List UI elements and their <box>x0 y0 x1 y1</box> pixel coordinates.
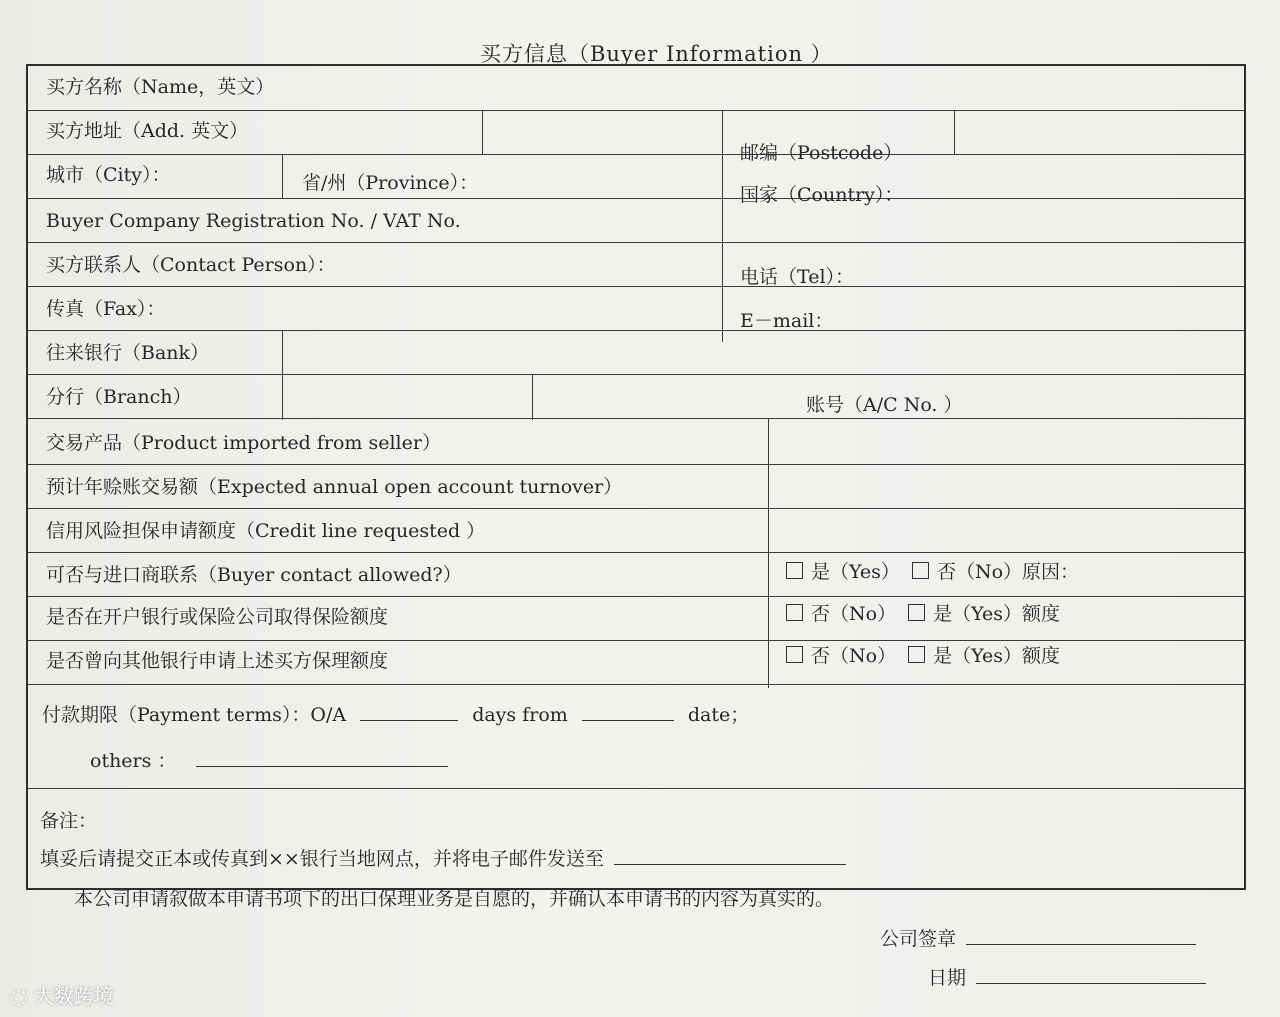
other-factoring-no-checkbox[interactable] <box>786 646 803 663</box>
other-factoring-yes-label: 是（Yes）额度 <box>933 645 1061 667</box>
row-divider <box>28 464 1244 465</box>
watermark-logo <box>10 980 114 1009</box>
postcode-label: 邮编（Postcode） <box>740 142 903 164</box>
days-from-blank[interactable] <box>582 719 674 721</box>
others-label: others ： <box>90 750 177 772</box>
fax-label: 传真（Fax）： <box>46 298 166 320</box>
col-divider <box>482 110 483 154</box>
insurance-label: 是否在开户银行或保险公司取得保险额度 <box>46 606 389 628</box>
other-factoring-no-label: 否（No） <box>811 645 897 667</box>
row-divider <box>28 110 1244 111</box>
tel-label: 电话（Tel）： <box>740 266 855 288</box>
email-address-blank[interactable] <box>614 863 846 865</box>
contact-person-label: 买方联系人（Contact Person）： <box>46 254 336 276</box>
others-blank[interactable] <box>196 765 448 767</box>
insurance-yes-checkbox[interactable] <box>908 604 925 621</box>
payment-terms-row <box>42 706 749 725</box>
account-no-label: 账号（A/C No. ） <box>806 394 963 416</box>
insurance-options <box>786 604 1060 624</box>
buyer-address-label: 买方地址（Add. 英文） <box>46 120 249 142</box>
turnover-label: 预计年赊账交易额（Expected annual open account turnover） <box>46 476 623 498</box>
contact-allowed-no-checkbox[interactable] <box>912 562 929 579</box>
form-title: 买方信息（Buyer Information ） <box>480 42 833 66</box>
col-divider <box>532 374 533 420</box>
row-divider <box>28 154 1244 155</box>
col-divider <box>768 418 769 688</box>
credit-line-label: 信用风险担保申请额度（Credit line requested ） <box>46 520 486 542</box>
contact-allowed-yes-checkbox[interactable] <box>786 562 803 579</box>
contact-allowed-no-label: 否（No）原因： <box>936 561 1080 583</box>
date-row <box>928 963 1206 990</box>
col-divider <box>282 330 283 420</box>
oa-days-blank[interactable] <box>360 719 458 721</box>
row-divider <box>28 330 1244 331</box>
row-divider <box>28 552 1244 553</box>
remarks-row <box>40 850 846 869</box>
watermark-icon: ◌ <box>10 984 28 1008</box>
payment-terms-label: 付款期限（Payment terms）：O/A <box>42 704 347 726</box>
row-divider <box>28 198 1244 199</box>
date-label: date； <box>687 704 750 726</box>
row-divider <box>28 684 1244 685</box>
date-sign-label: 日期 <box>928 967 967 989</box>
country-label: 国家（Country）： <box>740 184 904 206</box>
branch-label: 分行（Branch） <box>46 386 192 408</box>
date-sign-blank[interactable] <box>976 982 1206 984</box>
row-divider <box>28 596 1244 597</box>
declaration-text: 本公司申请叙做本申请书项下的出口保理业务是自愿的，并确认本申请书的内容为真实的。 <box>74 888 835 910</box>
insurance-no-label: 否（No） <box>811 603 897 625</box>
days-from-label: days from <box>472 704 568 726</box>
other-factoring-yes-checkbox[interactable] <box>908 646 925 663</box>
bank-label: 往来银行（Bank） <box>46 342 210 364</box>
others-row <box>90 752 448 771</box>
insurance-yes-label: 是（Yes）额度 <box>933 603 1061 625</box>
row-divider <box>28 508 1244 509</box>
other-factoring-options <box>786 646 1060 666</box>
watermark-text: 大数跨境 <box>33 984 114 1008</box>
row-divider <box>28 242 1244 243</box>
row-divider <box>28 788 1244 789</box>
buyer-name-label: 买方名称（Name，英文） <box>46 76 275 98</box>
city-label: 城市（City）： <box>46 164 171 186</box>
registration-no-label: Buyer Company Registration No. / VAT No. <box>46 210 461 232</box>
insurance-no-checkbox[interactable] <box>786 604 803 621</box>
contact-allowed-yes-label: 是（Yes） <box>811 561 900 583</box>
remarks-text: 填妥后请提交正本或传真到××银行当地网点，并将电子邮件发送至 <box>40 848 604 870</box>
row-divider <box>28 640 1244 641</box>
company-seal-row <box>880 924 1196 951</box>
contact-allowed-options <box>786 562 1079 582</box>
company-seal-label: 公司签章 <box>880 928 957 950</box>
other-factoring-label: 是否曾向其他银行申请上述买方保理额度 <box>46 650 389 672</box>
col-divider <box>954 110 955 154</box>
product-label: 交易产品（Product imported from seller） <box>46 432 441 454</box>
row-divider <box>28 286 1244 287</box>
col-divider <box>282 154 283 198</box>
col-divider <box>722 110 723 342</box>
company-seal-blank[interactable] <box>966 943 1196 945</box>
email-label: E－mail： <box>740 310 834 332</box>
buyer-information-table <box>26 64 1246 890</box>
remarks-label: 备注： <box>40 810 98 832</box>
row-divider <box>28 374 1244 375</box>
province-label: 省/州（Province）： <box>302 172 479 194</box>
contact-allowed-label: 可否与进口商联系（Buyer contact allowed?） <box>46 564 462 586</box>
row-divider <box>28 418 1244 419</box>
